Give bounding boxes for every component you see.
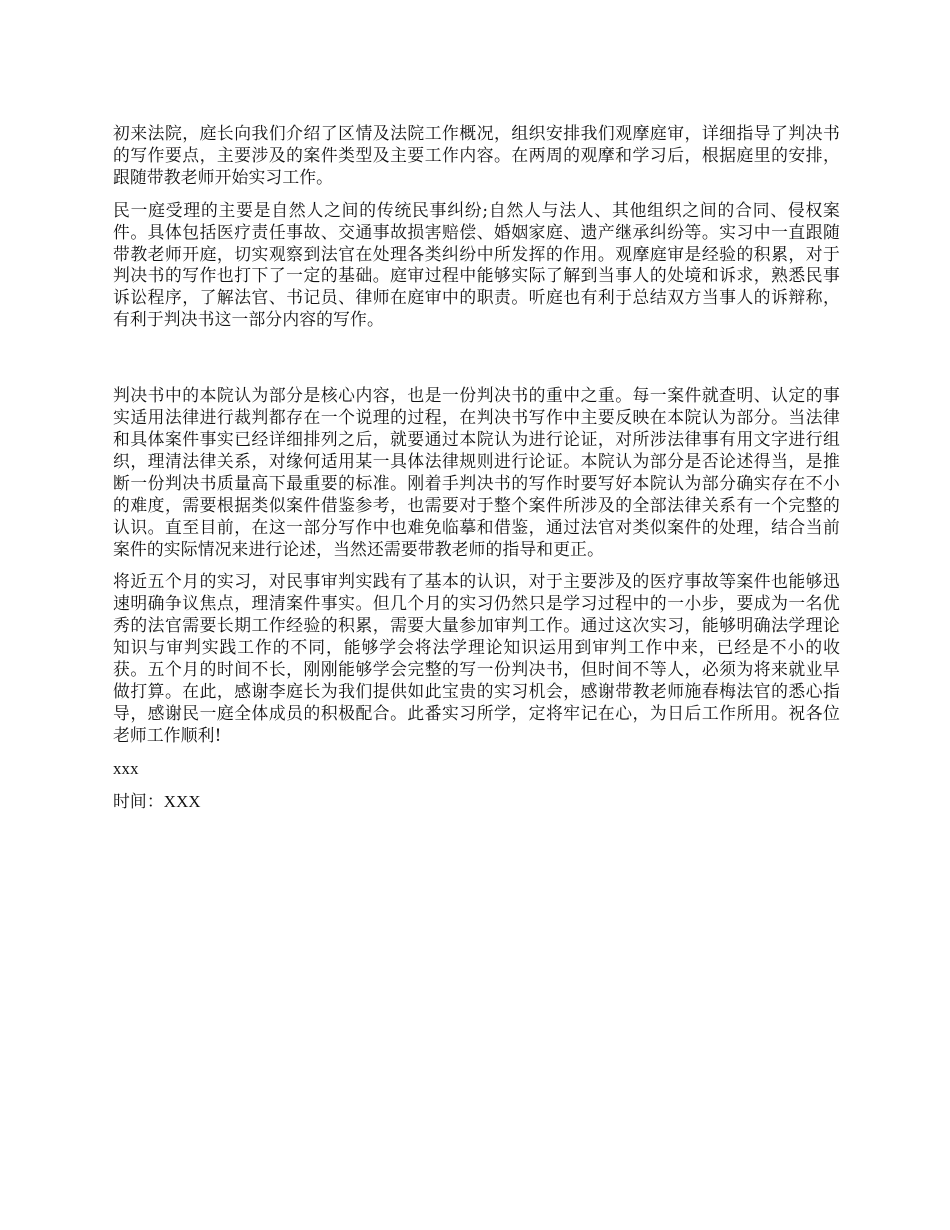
paragraph-intro: 初来法院，庭长向我们介绍了区情及法院工作概况，组织安排我们观摩庭审，详细指导了判决书的写作要点，主要涉及的案件类型及主要工作内容。在两周的观摩和学习后，根据庭里的安排，跟随带教老师开始实习工作。	[113, 123, 840, 187]
paragraph-gap	[113, 342, 840, 385]
signature: xxx	[113, 758, 139, 778]
date-line: 时间：XXX	[113, 791, 201, 811]
paragraph-civil-division: 民一庭受理的主要是自然人之间的传统民事纠纷;自然人与法人、其他组织之间的合同、侵权案件。具体包括医疗责任事故、交通事故损害赔偿、婚姻家庭、遗产继承纠纷等。实习中一直跟随带教老师开庭，切实观察到法官在处理各类纠纷中所发挥的作用。观摩庭审是经验的积累，对于判决书的写作也打下了一定的基础。庭审过程中能够实际了解到当事人的处境和诉求，熟悉民事诉讼程序，了解法官、书记员、律师在庭审中的职责。听庭也有利于总结双方当事人的诉辩称，有利于判决书这一部分内容的写作。	[113, 199, 840, 330]
paragraph-conclusion: 将近五个月的实习，对民事审判实践有了基本的认识，对于主要涉及的医疗事故等案件也能够迅速明确争议焦点，理清案件事实。但几个月的实习仍然只是学习过程中的一小步，要成为一名优秀的法官需要长期工作经验的积累，需要大量参加审判工作。通过这次实习，能够明确法学理论知识与审判实践工作的不同，能够学会将法学理论知识运用到审判工作中来，已经是不小的收获。五个月的时间不长，刚刚能够学会完整的写一份判决书，但时间不等人，必须为将来就业早做打算。在此，感谢李庭长为我们提供如此宝贵的实习机会，感谢带教老师施春梅法官的悉心指导，感谢民一庭全体成员的积极配合。此番实习所学，定将牢记在心，为日后工作所用。祝各位老师工作顺利!	[113, 571, 840, 745]
paragraph-judgment-reasoning: 判决书中的本院认为部分是核心内容，也是一份判决书的重中之重。每一案件就查明、认定的事实适用法律进行裁判都存在一个说理的过程，在判决书写作中主要反映在本院认为部分。当法律和具体案件事实已经详细排列之后，就要通过本院认为进行论证，对所涉法律事有用文字进行组织，理清法律关系，对缘何适用某一具体法律规则进行论证。本院认为部分是否论述得当，是推断一份判决书质量高下最重要的标准。刚着手判决书的写作时要写好本院认为部分确实存在不小的难度，需要根据类似案件借鉴参考，也需要对于整个案件所涉及的全部法律关系有一个完整的认识。直至目前，在这一部分写作中也难免临摹和借鉴，通过法官对类似案件的处理，结合当前案件的实际情况来进行论述，当然还需要带教老师的指导和更正。	[113, 385, 840, 559]
document-body	[113, 123, 840, 823]
